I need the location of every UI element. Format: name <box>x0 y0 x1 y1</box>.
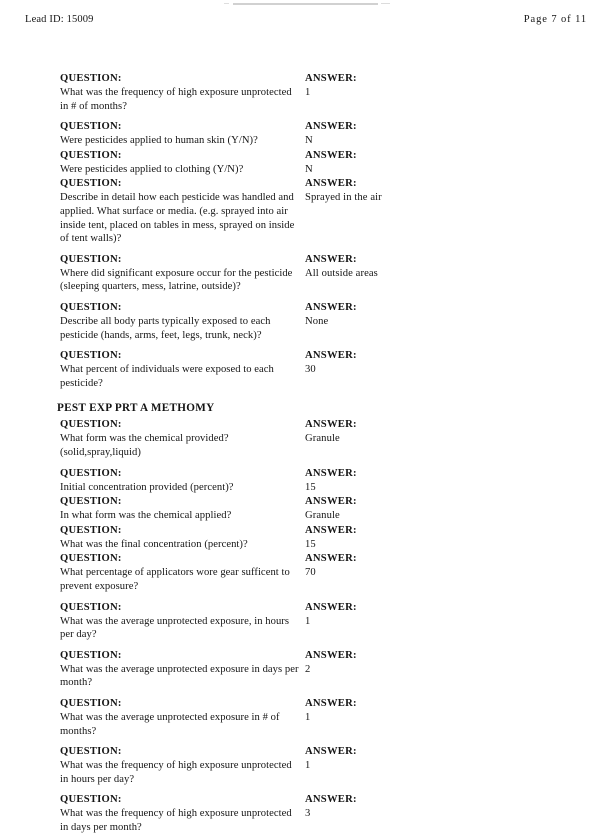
answer-column <box>305 552 495 580</box>
question-column <box>60 418 300 459</box>
question-text: What was the final concentration (percent)? <box>60 538 248 550</box>
answer-label: ANSWER: <box>305 496 357 508</box>
question-text: What form was the chemical provided?(solid,spray,liquid) <box>60 433 229 458</box>
answer-label: ANSWER: <box>305 350 357 362</box>
question-column <box>60 253 300 294</box>
answer-text: N <box>305 163 313 175</box>
question-column <box>60 72 300 113</box>
answer-column <box>305 745 495 773</box>
answer-label: ANSWER: <box>305 794 357 806</box>
question-text: In what form was the chemical applied? <box>60 510 232 522</box>
question-text: What percentage of applicators wore gear sufficent to prevent exposure? <box>60 567 290 592</box>
question-label: QUESTION: <box>60 524 122 536</box>
question-text: What was the frequency of high exposure unprotected in hours per day? <box>60 760 292 785</box>
question-text: Were pesticides applied to clothing (Y/N)? <box>60 163 244 175</box>
question-text: What percent of individuals were exposed to each pesticide? <box>60 364 274 389</box>
question-column <box>60 697 300 738</box>
question-column <box>60 552 300 593</box>
question-label: QUESTION: <box>60 794 122 806</box>
question-label: QUESTION: <box>60 178 122 190</box>
answer-label: ANSWER: <box>305 178 357 190</box>
question-text: What was the frequency of high exposure unprotected in # of months? <box>60 87 292 112</box>
answer-label: ANSWER: <box>305 253 357 265</box>
answer-text: Granule <box>305 510 340 522</box>
answer-label: ANSWER: <box>305 121 357 133</box>
answer-text: 3 <box>305 808 311 820</box>
answer-text: 1 <box>305 87 311 98</box>
answer-label: ANSWER: <box>305 302 357 313</box>
answer-text: N <box>305 135 313 147</box>
answer-label: ANSWER: <box>305 149 357 161</box>
question-text: Initial concentration provided (percent)? <box>60 481 234 493</box>
question-text: What was the average unprotected exposure in days per month? <box>60 663 299 689</box>
answer-label: ANSWER: <box>305 601 357 613</box>
question-column <box>60 524 300 552</box>
answer-column <box>305 418 495 446</box>
question-label: QUESTION: <box>60 746 122 758</box>
answer-column <box>305 349 495 377</box>
question-text: What was the average unprotected exposure in # of months? <box>60 712 280 737</box>
question-text: Were pesticides applied to human skin (Y/N)? <box>60 135 258 147</box>
question-label: QUESTION: <box>60 149 122 161</box>
question-column <box>60 649 300 690</box>
scan-artifact-tick-left <box>224 3 229 4</box>
page-number: Page 7 of 11 <box>523 14 587 25</box>
answer-text: 1 <box>305 712 311 723</box>
question-text: What was the frequency of high exposure unprotected in days per month? <box>60 808 292 833</box>
page-header <box>0 14 611 30</box>
answer-column <box>305 301 495 329</box>
answer-label: ANSWER: <box>305 553 357 565</box>
answer-text: 2 <box>305 663 311 675</box>
answer-label: ANSWER: <box>305 419 357 431</box>
answer-text: 1 <box>305 615 311 627</box>
answer-column <box>305 495 495 523</box>
question-label: QUESTION: <box>60 649 122 661</box>
answer-column <box>305 793 495 821</box>
question-column <box>60 601 300 642</box>
question-label: QUESTION: <box>60 553 122 565</box>
section-header: PEST EXP PRT A METHOMY <box>57 402 215 415</box>
answer-column <box>305 120 495 148</box>
answer-label: ANSWER: <box>305 698 357 709</box>
question-label: QUESTION: <box>60 302 122 313</box>
answer-column <box>305 72 495 100</box>
question-text: Describe all body parts typically exposed to each pesticide (hands, arms, feet, legs, trunk, neck)? <box>60 316 271 341</box>
question-label: QUESTION: <box>60 601 122 613</box>
question-column <box>60 793 300 834</box>
scan-artifact-line <box>233 3 378 5</box>
question-text: Where did significant exposure occur for the pesticide (sleeping quarters, mess, latrine, outside)? <box>60 267 293 293</box>
scan-artifact-tick-right <box>381 3 390 4</box>
answer-column <box>305 649 495 677</box>
question-column <box>60 467 300 495</box>
answer-text: 1 <box>305 760 311 772</box>
answer-column <box>305 697 495 725</box>
answer-text: All outside areas <box>305 267 378 279</box>
answer-label: ANSWER: <box>305 524 357 536</box>
answer-text: 15 <box>305 481 316 493</box>
question-text: What was the average unprotected exposure, in hours per day? <box>60 615 290 641</box>
answer-column <box>305 601 495 629</box>
answer-column <box>305 177 495 205</box>
answer-column <box>305 467 495 495</box>
question-column <box>60 120 300 148</box>
answer-text: 30 <box>305 364 316 376</box>
question-label: QUESTION: <box>60 698 122 709</box>
lead-id: Lead ID: 15009 <box>25 14 94 25</box>
answer-label: ANSWER: <box>305 746 357 758</box>
answer-column <box>305 149 495 177</box>
answer-column <box>305 253 495 281</box>
question-column <box>60 495 300 523</box>
answer-label: ANSWER: <box>305 467 357 479</box>
answer-label: ANSWER: <box>305 649 357 661</box>
answer-column <box>305 524 495 552</box>
answer-text: Sprayed in the air <box>305 192 382 204</box>
question-label: QUESTION: <box>60 496 122 508</box>
question-label: QUESTION: <box>60 350 122 362</box>
answer-text: Granule <box>305 433 340 445</box>
question-text: Describe in detail how each pesticide was handled and applied. What surface or media. (e.g. sprayed into air inside tent, placed on tables in mess, sprayed on inside of tent walls)? <box>60 192 295 245</box>
answer-text: 70 <box>305 567 316 579</box>
question-column <box>60 301 300 342</box>
answer-label: ANSWER: <box>305 73 357 84</box>
question-label: QUESTION: <box>60 467 122 479</box>
question-column <box>60 177 300 245</box>
question-label: QUESTION: <box>60 419 122 431</box>
question-column <box>60 149 300 177</box>
question-column <box>60 745 300 786</box>
answer-text: None <box>305 316 329 327</box>
question-column <box>60 349 300 390</box>
question-label: QUESTION: <box>60 121 122 133</box>
answer-text: 15 <box>305 538 316 550</box>
question-label: QUESTION: <box>60 253 122 265</box>
question-label: QUESTION: <box>60 73 122 84</box>
